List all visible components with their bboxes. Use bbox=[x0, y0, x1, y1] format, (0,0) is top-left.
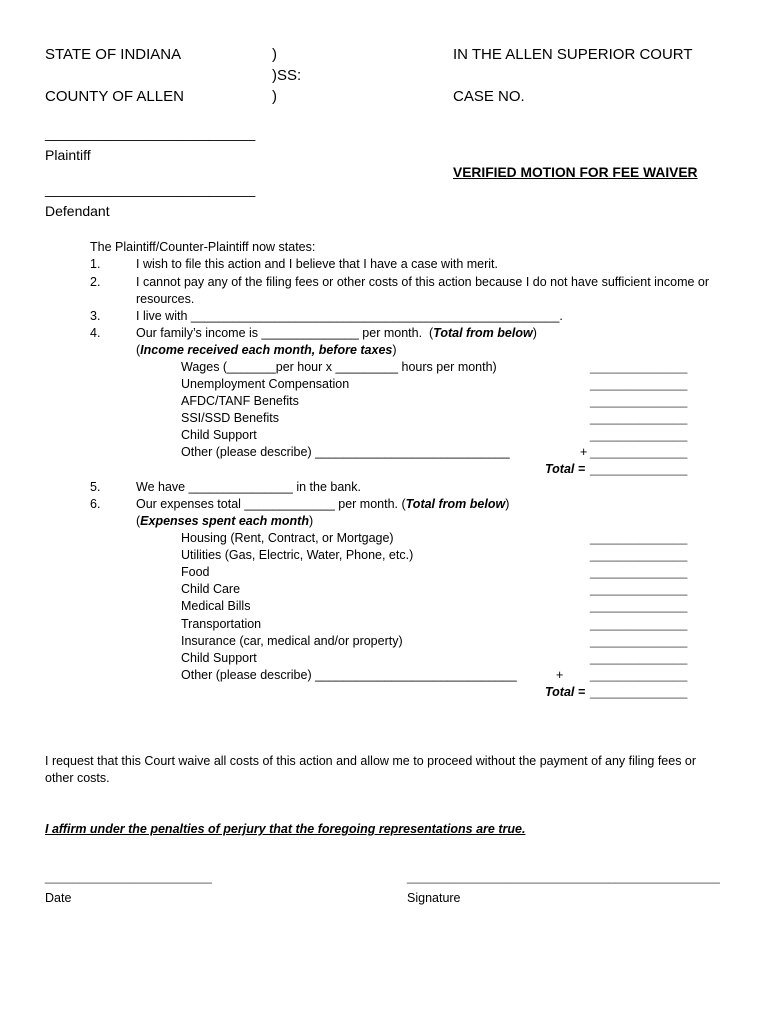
motion-title: VERIFIED MOTION FOR FEE WAIVER bbox=[453, 165, 698, 180]
income-amount-blank: ______________ bbox=[590, 377, 688, 391]
plaintiff-label-line bbox=[0, 147, 770, 164]
income-row-unemployment bbox=[0, 376, 770, 393]
caption-bracket-top: ) bbox=[272, 46, 277, 63]
date-label: Date bbox=[45, 891, 72, 905]
income-row-label: SSI/SSD Benefits bbox=[181, 411, 279, 425]
plus-sign: + bbox=[556, 668, 564, 682]
expense-row-insurance bbox=[0, 633, 770, 650]
expense-amount-blank: ______________ bbox=[590, 531, 688, 545]
signature-label: Signature bbox=[407, 891, 461, 905]
statement-5-bank bbox=[0, 479, 770, 496]
expense-row-label: Transportation bbox=[181, 617, 262, 631]
expenses-statement-text bbox=[136, 496, 509, 513]
expenses-amount-text: Our expenses total _____________ per month. ( bbox=[136, 497, 406, 511]
statement-6-expenses bbox=[0, 496, 770, 513]
income-row-label: Unemployment Compensation bbox=[181, 377, 350, 391]
statement-number: 4. bbox=[90, 326, 101, 340]
expense-row-medical-bills bbox=[0, 598, 770, 615]
income-amount-blank: ______________ bbox=[590, 411, 688, 425]
perjury-affirmation: I affirm under the penalties of perjury that the foregoing representations are true. bbox=[45, 822, 526, 836]
signature-blank: _____________________________________________ bbox=[407, 870, 720, 884]
expense-row-other bbox=[0, 667, 770, 684]
expense-row-label: Food bbox=[181, 565, 210, 579]
defendant-label-line bbox=[0, 203, 770, 220]
statement-3 bbox=[0, 308, 770, 325]
income-heading-text: Income received each month, before taxes bbox=[140, 343, 393, 357]
expenses-total-label: Total = bbox=[545, 685, 586, 699]
statement-text: I cannot pay any of the filing fees or other costs of this action because I do not have sufficient income or bbox=[136, 275, 710, 289]
statement-2 bbox=[0, 274, 770, 291]
waiver-request-line-2 bbox=[0, 770, 770, 787]
income-row-child-support bbox=[0, 427, 770, 444]
statement-number: 2. bbox=[90, 275, 101, 289]
bank-statement-text: We have _______________ in the bank. bbox=[136, 480, 361, 494]
intro-line bbox=[0, 239, 770, 256]
expense-amount-blank: ______________ bbox=[590, 668, 688, 682]
statement-number: 5. bbox=[90, 480, 101, 494]
signature-blanks-line bbox=[0, 869, 770, 886]
expense-row-label: Other (please describe) _____________________________ bbox=[181, 668, 517, 682]
closing-paren: ) bbox=[392, 343, 397, 357]
court-name: IN THE ALLEN SUPERIOR COURT bbox=[453, 46, 693, 63]
expense-row-label: Housing (Rent, Contract, or Mortgage) bbox=[181, 531, 394, 545]
income-amount-blank: ______________ bbox=[590, 428, 688, 442]
expense-row-label: Utilities (Gas, Electric, Water, Phone, etc.) bbox=[181, 548, 414, 562]
plaintiff-line bbox=[0, 125, 770, 142]
income-row-ssi-ssd bbox=[0, 410, 770, 427]
expense-amount-blank: ______________ bbox=[590, 548, 688, 562]
expense-row-child-care bbox=[0, 581, 770, 598]
statement-number: 1. bbox=[90, 257, 101, 271]
income-amount-blank: ______________ bbox=[590, 394, 688, 408]
waiver-request-text: I request that this Court waive all costs of this action and allow me to proceed without the payment of any filing fees or bbox=[45, 754, 697, 768]
income-amount-text: Our family’s income is ______________ per month. ( bbox=[136, 326, 434, 340]
date-blank: ________________________ bbox=[45, 870, 212, 884]
statement-2-continued bbox=[0, 291, 770, 308]
statement-4-income bbox=[0, 325, 770, 342]
defendant-name-blank: ___________________________ bbox=[45, 181, 256, 197]
income-heading bbox=[136, 342, 397, 359]
income-total-reference: Total from below bbox=[433, 326, 533, 340]
plaintiff-name-blank: ___________________________ bbox=[45, 125, 256, 141]
plaintiff-label: Plaintiff bbox=[45, 147, 91, 163]
caption-bracket-bottom: ) bbox=[272, 88, 277, 105]
defendant-line bbox=[0, 181, 770, 198]
closing-paren: ) bbox=[308, 514, 314, 528]
expenses-heading bbox=[136, 513, 313, 530]
plus-sign: + bbox=[580, 445, 588, 459]
defendant-label: Defendant bbox=[45, 203, 110, 219]
income-row-other bbox=[0, 444, 770, 461]
expenses-heading-text: Expenses spent each month bbox=[140, 514, 309, 528]
expense-row-food bbox=[0, 564, 770, 581]
opening-paren: ( bbox=[136, 514, 141, 528]
expense-amount-blank: ______________ bbox=[590, 582, 688, 596]
income-total-row bbox=[0, 461, 770, 478]
expense-amount-blank: ______________ bbox=[590, 651, 688, 665]
income-row-wages bbox=[0, 359, 770, 376]
signature-labels-line bbox=[0, 890, 770, 907]
expenses-total-reference: Total from below bbox=[405, 497, 506, 511]
expense-row-utilities bbox=[0, 547, 770, 564]
income-statement-text bbox=[136, 325, 537, 342]
perjury-affirmation-line bbox=[0, 821, 770, 838]
statement-number: 3. bbox=[90, 309, 101, 323]
income-amount-blank: ______________ bbox=[590, 360, 688, 374]
expense-row-label: Medical Bills bbox=[181, 599, 251, 613]
expense-row-label: Insurance (car, medical and/or property) bbox=[181, 634, 403, 648]
waiver-request-line-1 bbox=[0, 753, 770, 770]
expense-amount-blank: ______________ bbox=[590, 617, 688, 631]
statement-text: I wish to file this action and I believe that I have a case with merit. bbox=[136, 257, 498, 271]
statement-1 bbox=[0, 256, 770, 273]
income-total-label: Total = bbox=[545, 462, 586, 476]
intro-text: The Plaintiff/Counter-Plaintiff now states: bbox=[90, 240, 316, 254]
county-name: COUNTY OF ALLEN bbox=[45, 88, 184, 105]
expense-amount-blank: ______________ bbox=[590, 599, 688, 613]
income-row-label: Wages (_______per hour x _________ hours per month) bbox=[181, 360, 497, 374]
income-total-blank: ______________ bbox=[590, 462, 688, 476]
statement-text-continued: resources. bbox=[136, 292, 195, 306]
income-amount-blank: ______________ bbox=[590, 445, 688, 459]
income-row-label: AFDC/TANF Benefits bbox=[181, 394, 299, 408]
expense-row-housing bbox=[0, 530, 770, 547]
income-row-label: Child Support bbox=[181, 428, 257, 442]
expense-amount-blank: ______________ bbox=[590, 634, 688, 648]
expense-amount-blank: ______________ bbox=[590, 565, 688, 579]
state-name: STATE OF INDIANA bbox=[45, 46, 182, 63]
income-row-afdc-tanf bbox=[0, 393, 770, 410]
closing-paren: ) bbox=[532, 326, 537, 340]
opening-paren: ( bbox=[136, 343, 141, 357]
statement-number: 6. bbox=[90, 497, 101, 511]
expense-row-child-support bbox=[0, 650, 770, 667]
title-line bbox=[0, 164, 770, 181]
expense-row-transportation bbox=[0, 616, 770, 633]
waiver-request-text: other costs. bbox=[45, 771, 110, 785]
statement-text: I live with _____________________________________________________. bbox=[136, 309, 563, 323]
expense-row-label: Child Support bbox=[181, 651, 257, 665]
expenses-total-blank: ______________ bbox=[590, 685, 688, 699]
closing-paren: ) bbox=[505, 497, 510, 511]
expenses-heading-line bbox=[0, 513, 770, 530]
expense-row-label: Child Care bbox=[181, 582, 241, 596]
expenses-total-row bbox=[0, 684, 770, 701]
income-heading-line bbox=[0, 342, 770, 359]
income-row-label: Other (please describe) ____________________________ bbox=[181, 445, 510, 459]
ss-marker: )SS: bbox=[272, 67, 302, 84]
case-number-label: CASE NO. bbox=[453, 88, 525, 105]
